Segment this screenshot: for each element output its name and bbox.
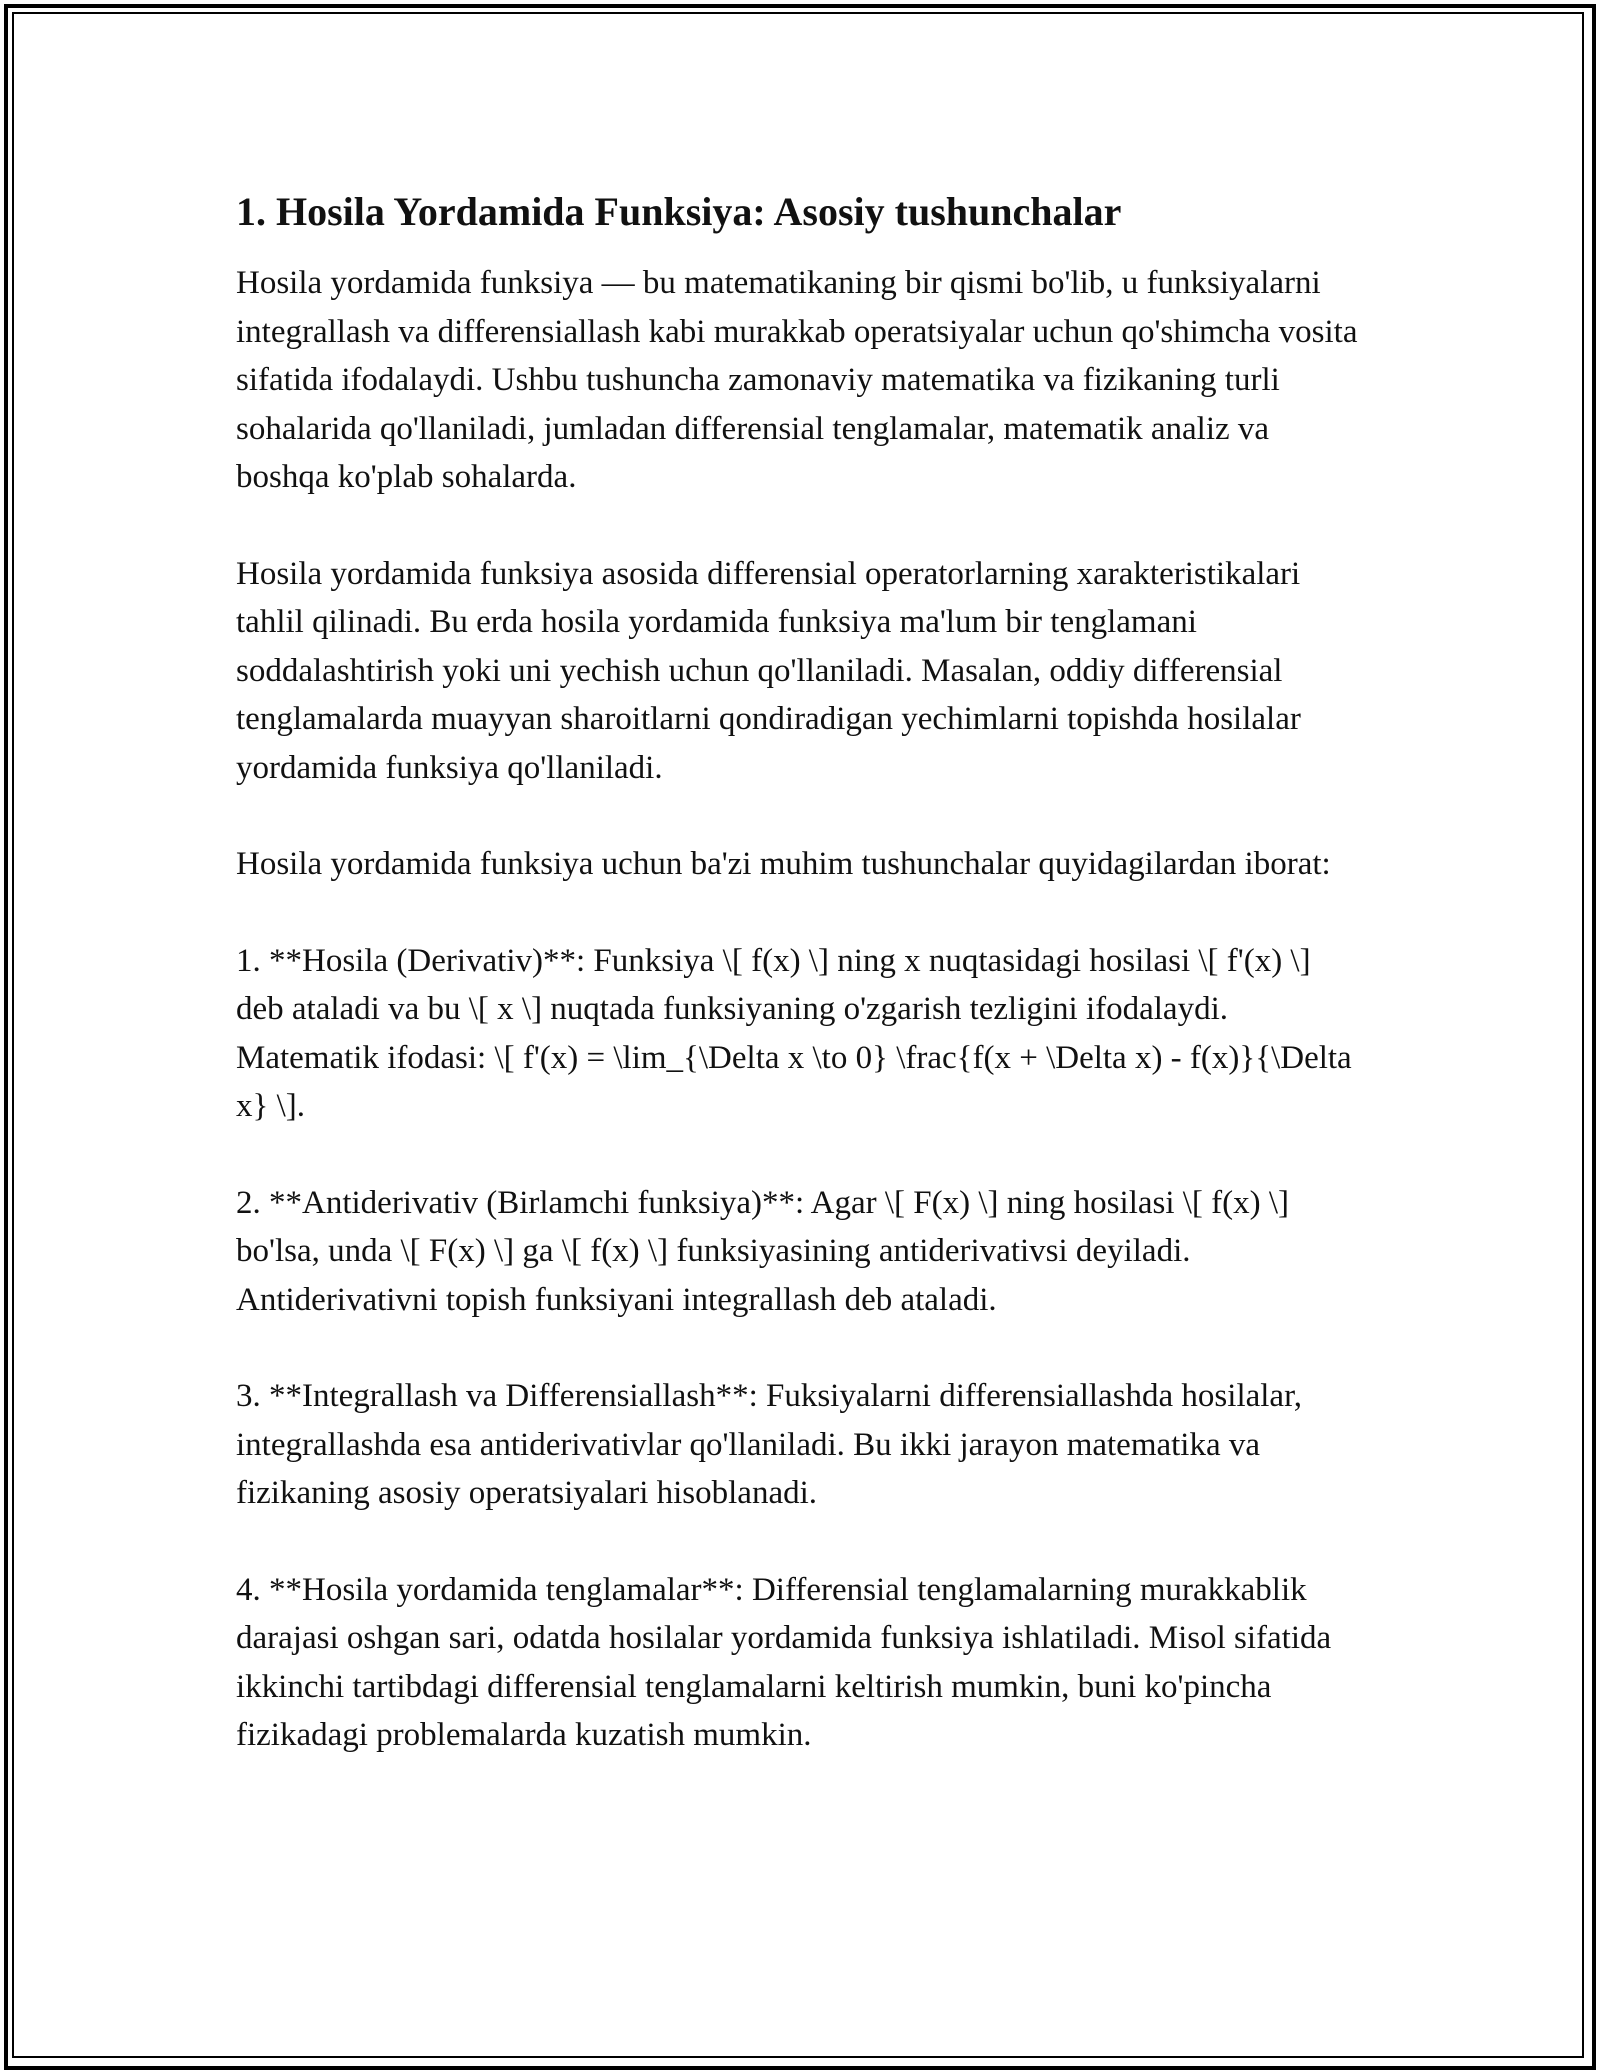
intro-paragraph: Hosila yordamida funksiya — bu matematikaning bir qismi bo'lib, u funksiyalarni integrallash va differensiallash kabi murakkab operatsiyalar uchun qo'shimcha vosita sifatida ifodalaydi. Ushbu tushuncha zamonaviy matematika va fizikaning turli sohalarida qo'llaniladi, jumladan differensial tenglamalar, matematik analiz va boshqa ko'plab sohalarda. xyxy=(236,265,1358,495)
document-title: 1. Hosila Yordamida Funksiya: Asosiy tushunchalar xyxy=(236,189,1122,234)
concepts-intro-paragraph: Hosila yordamida funksiya uchun ba'zi muhim tushunchalar quyidagilardan iborat: xyxy=(236,846,1331,882)
document-body xyxy=(236,185,1366,1808)
list-item-integration-differentiation: 3. **Integrallash va Differensiallash**: Fuksiyalarni differensiallashda hosilalar, integrallashda esa antiderivativlar qo'llaniladi. Bu ikki jarayon matematika va fizikaning asosiy operatsiyalari hisoblanadi. xyxy=(236,1378,1302,1511)
list-item-derivative: 1. **Hosila (Derivativ)**: Funksiya \[ f(x) \] ning x nuqtasidagi hosilasi \[ f'(x) \] deb ataladi va bu \[ x \] nuqtada funksiyaning o'zgarish tezligini ifodalaydi. Matematik ifodasi: \[ f'(x) = \lim_{\Delta x \to 0} \frac{f(x + \Delta x) - f(x)}{\Delta x} \]. xyxy=(236,942,1352,1124)
operators-paragraph: Hosila yordamida funksiya asosida differensial operatorlarning xarakteristikalari tahlil qilinadi. Bu erda hosila yordamida funksiya ma'lum bir tenglamani soddalashtirish yoki uni yechish uchun qo'llaniladi. Masalan, oddiy differensial tenglamalarda muayyan sharoitlarni qondiradigan yechimlarni topishda hosilalar yordamida funksiya qo'llaniladi. xyxy=(236,555,1301,786)
list-item-differential-equations: 4. **Hosila yordamida tenglamalar**: Differensial tenglamalarning murakkablik darajasi oshgan sari, odatda hosilalar yordamida funksiya ishlatiladi. Misol sifatida ikkinchi tartibdagi differensial tenglamalarni keltirish mumkin, buni ko'pincha fizikadagi problemalarda kuzatish mumkin. xyxy=(236,1571,1332,1753)
list-item-antiderivative: 2. **Antiderivativ (Birlamchi funksiya)**: Agar \[ F(x) \] ning hosilasi \[ f(x) \] bo'lsa, unda \[ F(x) \] ga \[ f(x) \] funksiyasining antiderivativsi deyiladi. Antiderivativni topish funksiyani integrallash deb ataladi. xyxy=(236,1184,1290,1318)
